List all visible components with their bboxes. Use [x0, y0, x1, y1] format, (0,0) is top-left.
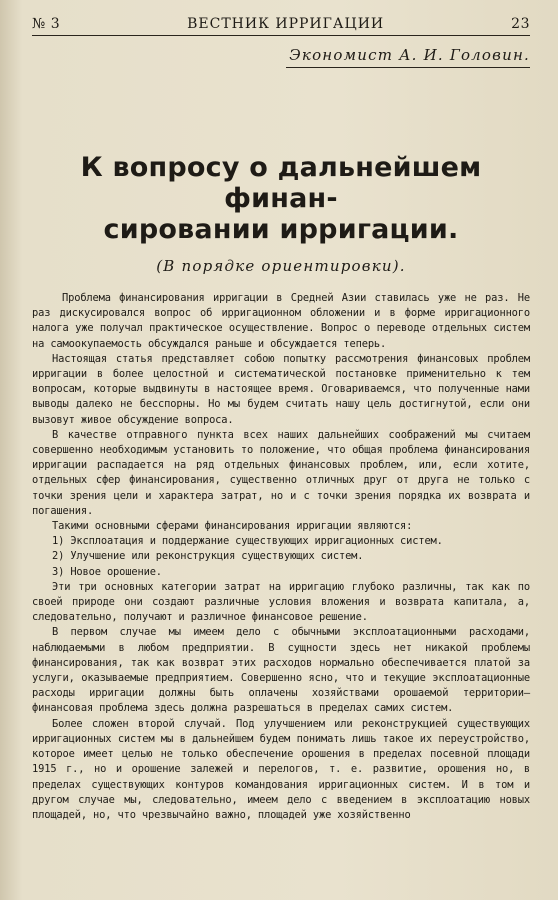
issue-number: № 3	[32, 16, 61, 32]
article-body	[32, 291, 530, 823]
paragraph: Проблема финансирования ирригации в Средней Азии ставилась уже не раз. Не раз дискусировался вопрос об ирригационном обложении и в форме ирригационного налога уже получал практическое осуществление. Вопрос о переводе отдельных систем на самоокупаемость обсуждался раньше и обсуждается теперь.	[32, 292, 530, 350]
list-item: 3) Новое орошение.	[52, 565, 162, 578]
paragraph: Настоящая статья представляет собою попытку рассмотрения финансовых проблем ирригации в более целостной и систематической постановке применительно к тем вопросам, которые выдвинуты в настоящее время. Оговариваемся, что полученные нами выводы далеко не бесспорны. Но мы будем считать нашу цель достигнутой, если они вызовут живое обсуждение вопроса.	[32, 352, 530, 426]
header-rule	[32, 35, 530, 36]
paragraph: Более сложен второй случай. Под улучшением или реконструкцией существующих ирригационных систем мы в дальнейшем будем понимать лишь такое их переустройство, которое имеет целью не только обеспечение орошения в пределах посевной площади 1915 г., но и орошение залежей и перелогов, т. е. развитие, орошения но, в пределах существующих контуров командования ирригационных систем. И в том и другом случае мы, следовательно, имеем дело с введением в эксплоатацию новых площадей, но, что чрезвычайно важно, площадей уже хозяйственно	[32, 717, 530, 821]
article-title-line: сировании ирригации.	[103, 214, 459, 245]
paragraph: В качестве отправного пункта всех наших дальнейших соображений мы считаем совершенно необходимым установить то положение, что общая проблема финансирования ирригации распадается на ряд отдельных финансовых проблем, или, если хотите, отдельных сфер финансирования, существенно отличных друг от друга не только с точки зрения цели и характера затрат, но и с точки зрения порядка их возврата и погашения.	[32, 428, 530, 517]
page-number: 23	[511, 16, 530, 32]
paragraph: В первом случае мы имеем дело с обычными эксплоатационными расходами, наблюдаемыми в любом предприятии. В сущности здесь нет никакой проблемы финансирования, так как возврат этих расходов нормально обеспечивается платой за услуги, оказываемые предприятием. Совершенно ясно, что и текущие эксплоатационные расходы ирригации должны быть оплачены хозяйствами орошаемой территории—финансовая проблема здесь должна разрешаться в пределах самих систем.	[32, 626, 530, 715]
list-item: 1) Эксплоатация и поддержание существующих ирригационных систем.	[52, 535, 443, 548]
author-rule	[286, 67, 530, 68]
article-title-line: К вопросу о дальнейшем финан-	[80, 152, 482, 214]
author-name: Экономист А. И. Головин.	[289, 46, 530, 64]
list-item: 2) Улучшение или реконструкция существующих систем.	[52, 550, 364, 563]
paragraph: Такими основными сферами финансирования ирригации являются:	[52, 520, 413, 533]
article-subtitle: (В порядке ориентировки).	[156, 257, 406, 275]
running-head	[32, 0, 530, 32]
author-row	[32, 46, 530, 67]
article-title	[32, 152, 530, 245]
paragraph: Эти три основных категории затрат на ирригацию глубоко различны, так как по своей природе они создают различные условия вложения и возврата капитала, а, следовательно, получают и различное финансовое решение.	[32, 580, 530, 624]
journal-title: ВЕСТНИК ИРРИГАЦИИ	[187, 16, 385, 32]
